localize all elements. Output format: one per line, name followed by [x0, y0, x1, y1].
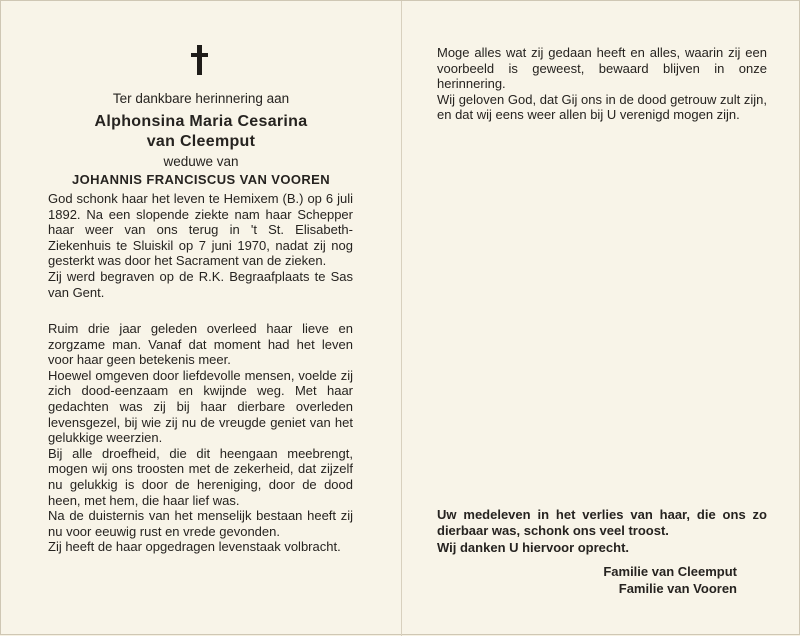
paragraph: Zij werd begraven op de R.K. Begraafplaats te Sas van Gent. [48, 268, 353, 300]
signature-vooren: Familie van Vooren [618, 581, 737, 596]
paragraph: Ruim drie jaar geleden overleed haar lieve en zorgzame man. Vanaf dat moment had het leven voor haar geen betekenis meer. [48, 321, 353, 368]
paragraph: Wij danken U hiervoor oprecht. [437, 540, 630, 556]
biography-block [48, 191, 353, 300]
deceased-surname: van Cleemput [146, 133, 256, 150]
deceased-name: Alphonsina Maria Cesarina [94, 113, 308, 130]
paragraph: Na de duisternis van het menselijk bestaan heeft zij nu voor eeuwig rust en vrede gevonden. [48, 508, 353, 539]
cross-icon [191, 45, 208, 75]
paragraph: Wij geloven God, dat Gij ons in de dood getrouw zult zijn, en dat wij eens weer allen bij U verenigd mogen zijn. [437, 91, 767, 123]
tribute-line: Ter dankbare herinnering aan [112, 91, 290, 106]
signature-cleemput: Familie van Cleemput [603, 564, 737, 579]
thanks-block [437, 507, 767, 556]
paragraph: Uw medeleven in het verlies van haar, die ons zo dierbaar was, schonk ons veel troost. [437, 507, 767, 538]
prayer-block [437, 45, 767, 123]
widow-line: weduwe van [163, 154, 239, 169]
paragraph: Moge alles wat zij gedaan heeft en alles, waarin zij een voorbeeld is geweest, bewaard blijven in onze herinnering. [437, 45, 767, 92]
paragraph: Zij heeft de haar opgedragen levenstaak volbracht. [48, 539, 341, 555]
left-panel [1, 1, 401, 636]
paragraph: God schonk haar het leven te Hemixem (B.) op 6 juli 1892. Na een slopende ziekte nam haar Schepper haar weer van ons terug in 't St. Elisabeth-Ziekenhuis te Sluiskil op 7 juni 1970, nadat zij nog gesterkt was door het Sacrament van de zieken. [48, 191, 353, 269]
paragraph: Hoewel omgeven door liefdevolle mensen, voelde zij zich dood-eenzaam en kwijnde weg. Met haar gedachten was zij bij haar dierbare overleden levensgezel, bij wie zij nu de vreugde geniet van het gelukkige weerzien. [48, 367, 353, 446]
husband-name: JOHANNIS FRANCISCUS VAN VOOREN [71, 172, 331, 187]
reflection-block [48, 321, 353, 555]
right-panel [402, 1, 800, 636]
paragraph: Bij alle droefheid, die dit heengaan meebrengt, mogen wij ons troosten met de zekerheid, dat zijzelf nu gelukkig is door de hereniging, door de dood heen, met hem, die haar lief was. [48, 445, 353, 508]
